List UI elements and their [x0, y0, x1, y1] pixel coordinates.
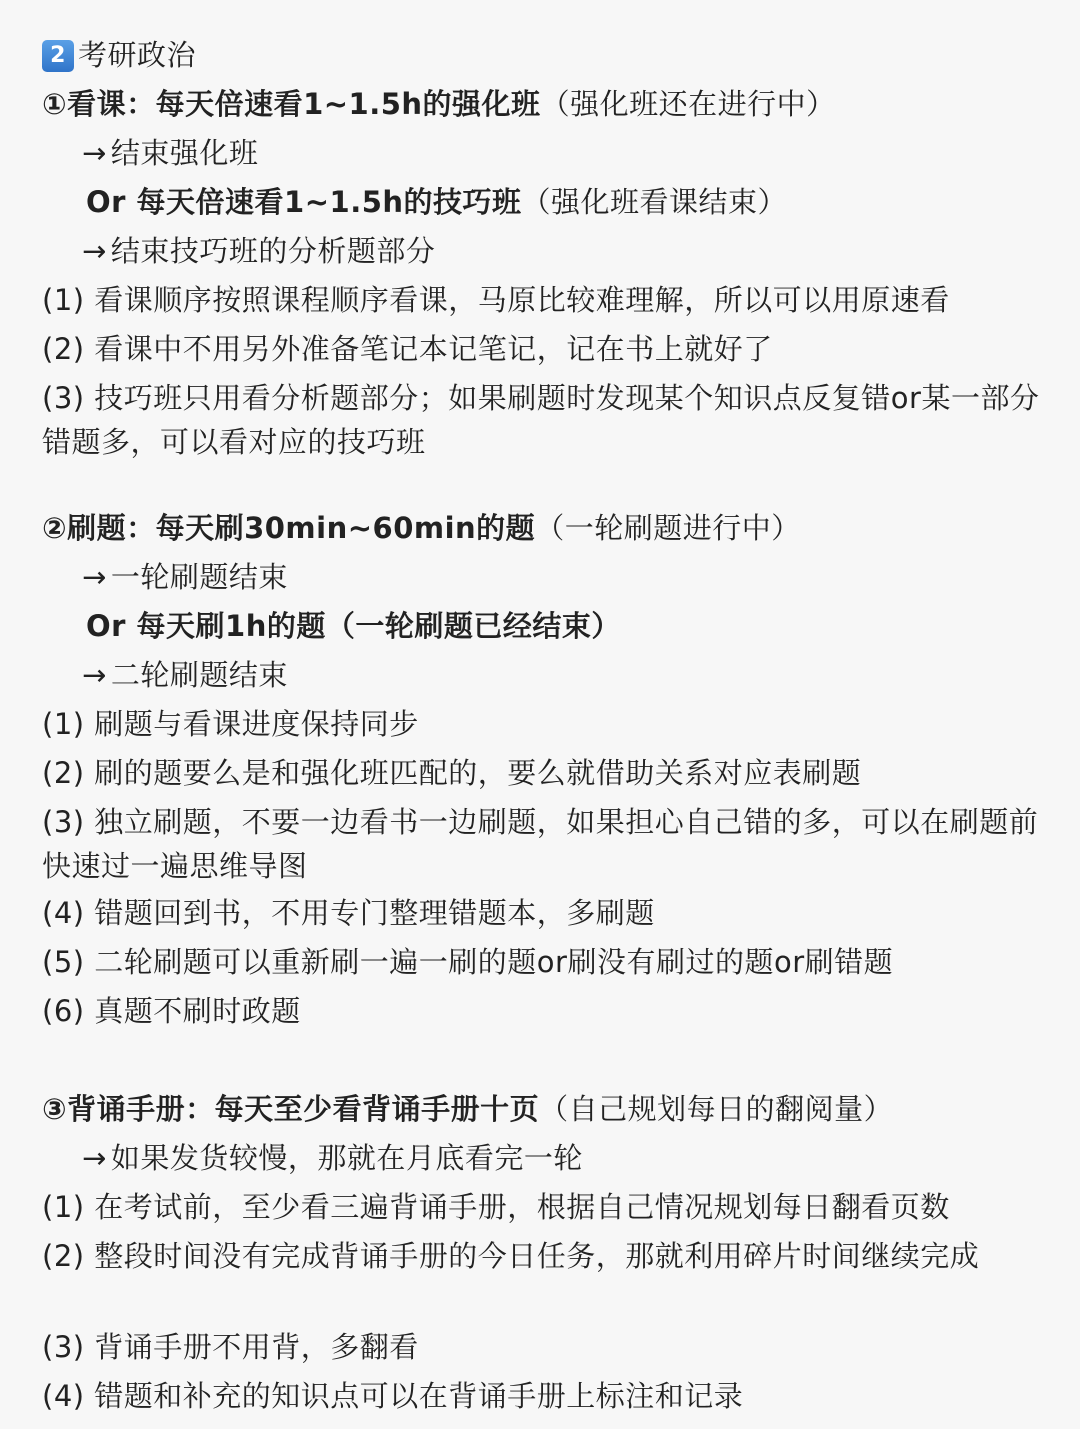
list-item: (5) 二轮刷题可以重新刷一遍一刷的题or刷没有刷过的题or刷错题 — [42, 945, 894, 979]
arrow-right-icon: → — [82, 560, 107, 594]
sec3-arrow1: 如果发货较慢，那就在月底看完一轮 — [110, 1141, 583, 1175]
list-item: (2) 整段时间没有完成背诵手册的今日任务，那就利用碎片时间继续完成 — [42, 1239, 980, 1273]
keycap-two-icon: 2 — [42, 40, 74, 72]
section-title: 考研政治 — [78, 38, 197, 72]
sec2-heading — [42, 506, 1040, 550]
sec2-arrow1-line — [82, 555, 1040, 599]
arrow-right-icon: → — [82, 234, 107, 268]
sec2-or-bold: Or 每天刷1h的题（一轮刷题已经结束） — [86, 609, 621, 643]
list-item: (3) 技巧班只用看分析题部分；如果刷题时发现某个知识点反复错or某一部分错题多，可以看对应的技巧班 — [42, 381, 1040, 459]
list-item: (4) 错题和补充的知识点可以在背诵手册上标注和记录 — [42, 1379, 744, 1413]
list-item: (1) 刷题与看课进度保持同步 — [42, 707, 419, 741]
sec1-arrow2-line — [82, 229, 1040, 273]
circled-number-one: ① — [42, 87, 68, 121]
sec1-or-line — [86, 180, 1040, 224]
sec2-arrow2: 二轮刷题结束 — [110, 658, 288, 692]
sec3-head-note: （自己规划每日的翻阅量） — [539, 1092, 894, 1126]
arrow-right-icon: → — [82, 1141, 107, 1175]
list-item: (3) 独立刷题，不要一边看书一边刷题，如果担心自己错的多，可以在刷题前快速过一遍思维导图 — [42, 805, 1039, 883]
list-item: (4) 错题回到书，不用专门整理错题本，多刷题 — [42, 896, 655, 930]
sec3-head-bold: 背诵手册：每天至少看背诵手册十页 — [67, 1092, 540, 1126]
section-header — [42, 33, 1040, 77]
list-item: (2) 看课中不用另外准备笔记本记笔记，记在书上就好了 — [42, 332, 773, 366]
circled-number-two: ② — [42, 511, 68, 545]
sec2-head-note: （一轮刷题进行中） — [535, 511, 801, 545]
sec1-arrow1: 结束强化班 — [110, 136, 259, 170]
sec1-arrow2: 结束技巧班的分析题部分 — [110, 234, 436, 268]
arrow-right-icon: → — [82, 136, 107, 170]
list-item: (1) 在考试前，至少看三遍背诵手册，根据自己情况规划每日翻看页数 — [42, 1190, 950, 1224]
sec1-heading — [42, 82, 1040, 126]
sec3-arrow1-line — [82, 1136, 1040, 1180]
sec2-or-line — [86, 604, 1040, 648]
sec2-arrow1: 一轮刷题结束 — [110, 560, 288, 594]
sec1-head-note: （强化班还在进行中） — [540, 87, 836, 121]
sec1-arrow1-line — [82, 131, 1040, 175]
list-item: (6) 真题不刷时政题 — [42, 994, 301, 1028]
sec3-heading — [42, 1087, 1040, 1131]
sec1-head-bold: 看课：每天倍速看1~1.5h的强化班 — [67, 87, 541, 121]
sec1-or-bold: Or 每天倍速看1~1.5h的技巧班 — [86, 185, 522, 219]
sec2-head-bold: 刷题：每天刷30min~60min的题 — [67, 511, 536, 545]
list-item: (2) 刷的题要么是和强化班匹配的，要么就借助关系对应表刷题 — [42, 756, 862, 790]
sec1-or-note: （强化班看课结束） — [521, 185, 788, 219]
sec2-arrow2-line — [82, 653, 1040, 697]
list-item: (1) 看课顺序按照课程顺序看课，马原比较难理解，所以可以用原速看 — [42, 283, 950, 317]
arrow-right-icon: → — [82, 658, 107, 692]
circled-number-three: ③ — [42, 1092, 68, 1126]
list-item: (3) 背诵手册不用背，多翻看 — [42, 1330, 419, 1364]
